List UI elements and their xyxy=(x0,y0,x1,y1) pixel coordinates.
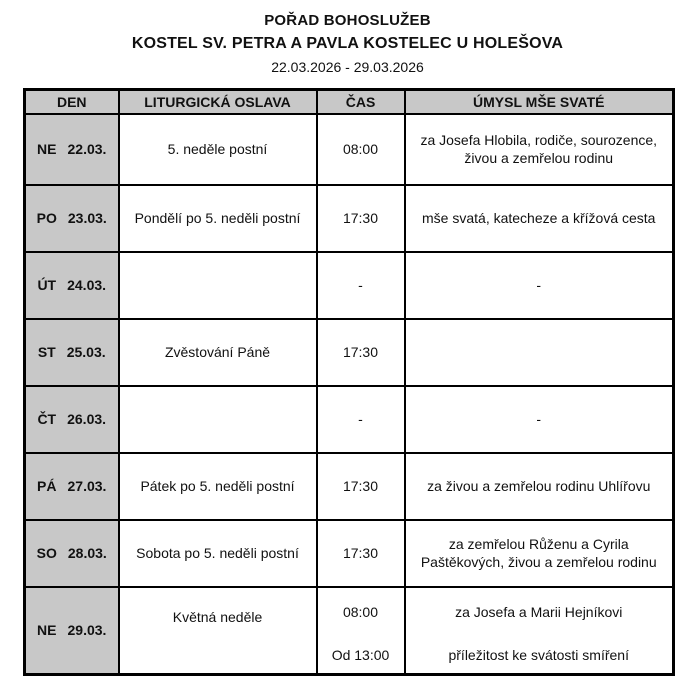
time-entry: 17:30 xyxy=(342,343,379,360)
day-cell xyxy=(25,252,119,319)
intention-entry: za Josefa a Marii Hejníkovi xyxy=(455,603,623,620)
celebration-cell xyxy=(119,386,317,453)
day-label xyxy=(26,141,118,157)
day-date: 28.03. xyxy=(67,545,107,561)
day-abbreviation: ČT xyxy=(37,411,57,427)
time-entries xyxy=(320,544,402,562)
intention-entry: za Josefa Hlobila, rodiče, sourozence, živou a zemřelou rodinu xyxy=(420,131,658,166)
time-entry: 17:30 xyxy=(342,477,379,494)
schedule-table xyxy=(23,88,675,676)
column-header-cas: ČAS xyxy=(317,90,405,114)
day-cell xyxy=(25,453,119,520)
schedule-body xyxy=(25,114,674,675)
time-cell xyxy=(317,520,405,587)
table-row-út-2 xyxy=(25,252,674,319)
day-abbreviation: ST xyxy=(37,344,56,360)
time-entry: 17:30 xyxy=(342,209,379,226)
church-name: KOSTEL SV. PETRA A PAVLA KOSTELEC U HOLEŠOVA xyxy=(131,35,564,52)
column-header-liturgicka-oslava: LITURGICKÁ OSLAVA xyxy=(119,90,317,114)
table-row-pá-5 xyxy=(25,453,674,520)
day-label xyxy=(26,344,118,360)
time-entry: 08:00 xyxy=(342,603,379,620)
day-abbreviation: NE xyxy=(37,141,57,157)
time-cell xyxy=(317,185,405,252)
intention-entry: - xyxy=(536,276,542,293)
intention-entries xyxy=(414,276,665,294)
day-label xyxy=(26,478,118,494)
day-date: 23.03. xyxy=(67,210,107,226)
day-abbreviation: SO xyxy=(36,545,57,561)
table-row-ne-0 xyxy=(25,114,674,185)
celebration-cell xyxy=(119,252,317,319)
intention-entry: mše svatá, katecheze a křížová cesta xyxy=(422,209,656,226)
time-cell xyxy=(317,319,405,386)
celebration-cell: Sobota po 5. neděli postní xyxy=(119,520,317,587)
time-entry: - xyxy=(358,276,363,293)
time-cell xyxy=(317,386,405,453)
day-label xyxy=(26,210,118,226)
celebration-cell: Květná neděle xyxy=(119,587,317,675)
time-entries xyxy=(320,276,402,294)
time-entries xyxy=(320,140,402,158)
time-entry: 08:00 xyxy=(342,140,379,157)
day-date: 24.03. xyxy=(67,277,107,293)
celebration-cell: Pondělí po 5. neděli postní xyxy=(119,185,317,252)
intention-cell xyxy=(405,386,674,453)
day-cell xyxy=(25,587,119,675)
day-cell xyxy=(25,114,119,185)
page-title: POŘAD BOHOSLUŽEB xyxy=(264,12,431,29)
table-row-ne-7 xyxy=(25,587,674,675)
day-date: 26.03. xyxy=(67,411,107,427)
document-header xyxy=(0,0,695,75)
time-entries xyxy=(320,343,402,361)
intention-entries xyxy=(414,477,665,495)
intention-cell xyxy=(405,587,674,675)
day-label xyxy=(26,277,118,293)
intention-entries xyxy=(414,535,665,572)
celebration-cell: 5. neděle postní xyxy=(119,114,317,185)
time-entries xyxy=(320,410,402,428)
column-header-umysl-mse-svate: ÚMYSL MŠE SVATÉ xyxy=(405,90,674,114)
intention-entry: za zemřelou Růženu a Cyrila Paštěkových, živou a zemřelou rodinu xyxy=(420,535,657,570)
time-entry: 17:30 xyxy=(342,544,379,561)
day-abbreviation: NE xyxy=(37,622,57,639)
intention-entries xyxy=(414,131,665,168)
intention-cell xyxy=(405,185,674,252)
day-date: 27.03. xyxy=(67,478,107,494)
day-label xyxy=(26,622,118,638)
table-header-row xyxy=(25,90,674,114)
celebration-cell: Pátek po 5. neděli postní xyxy=(119,453,317,520)
time-cell xyxy=(317,587,405,675)
intention-cell xyxy=(405,252,674,319)
intention-cell xyxy=(405,319,674,386)
day-cell xyxy=(25,386,119,453)
time-entries xyxy=(320,209,402,227)
table-row-so-6 xyxy=(25,520,674,587)
intention-entry: - xyxy=(536,410,542,427)
time-cell xyxy=(317,453,405,520)
table-row-čt-4 xyxy=(25,386,674,453)
intention-cell xyxy=(405,520,674,587)
date-range: 22.03.2026 - 29.03.2026 xyxy=(271,59,424,75)
day-cell xyxy=(25,520,119,587)
time-entry: Od 13:00 xyxy=(331,646,390,663)
day-abbreviation: ÚT xyxy=(37,277,57,293)
celebration-cell: Zvěstování Páně xyxy=(119,319,317,386)
column-header-den: DEN xyxy=(25,90,119,114)
day-date: 22.03. xyxy=(67,141,107,157)
intention-entries xyxy=(414,209,665,227)
intention-entry: příležitost ke svátosti smíření xyxy=(448,646,629,663)
intention-entry: za živou a zemřelou rodinu Uhlířovu xyxy=(427,477,651,494)
day-cell xyxy=(25,185,119,252)
intention-cell xyxy=(405,453,674,520)
time-entry: - xyxy=(358,410,363,427)
time-entries xyxy=(320,477,402,495)
day-date: 29.03. xyxy=(67,622,107,639)
time-entries xyxy=(320,588,402,672)
intention-entries xyxy=(414,410,665,428)
time-cell xyxy=(317,114,405,185)
day-label xyxy=(26,545,118,561)
day-date: 25.03. xyxy=(66,344,106,360)
day-abbreviation: PO xyxy=(36,210,57,226)
day-abbreviation: PÁ xyxy=(37,478,57,494)
time-cell xyxy=(317,252,405,319)
table-row-po-1 xyxy=(25,185,674,252)
day-label xyxy=(26,411,118,427)
table-row-st-3 xyxy=(25,319,674,386)
intention-cell xyxy=(405,114,674,185)
intention-entries xyxy=(414,588,665,672)
day-cell xyxy=(25,319,119,386)
